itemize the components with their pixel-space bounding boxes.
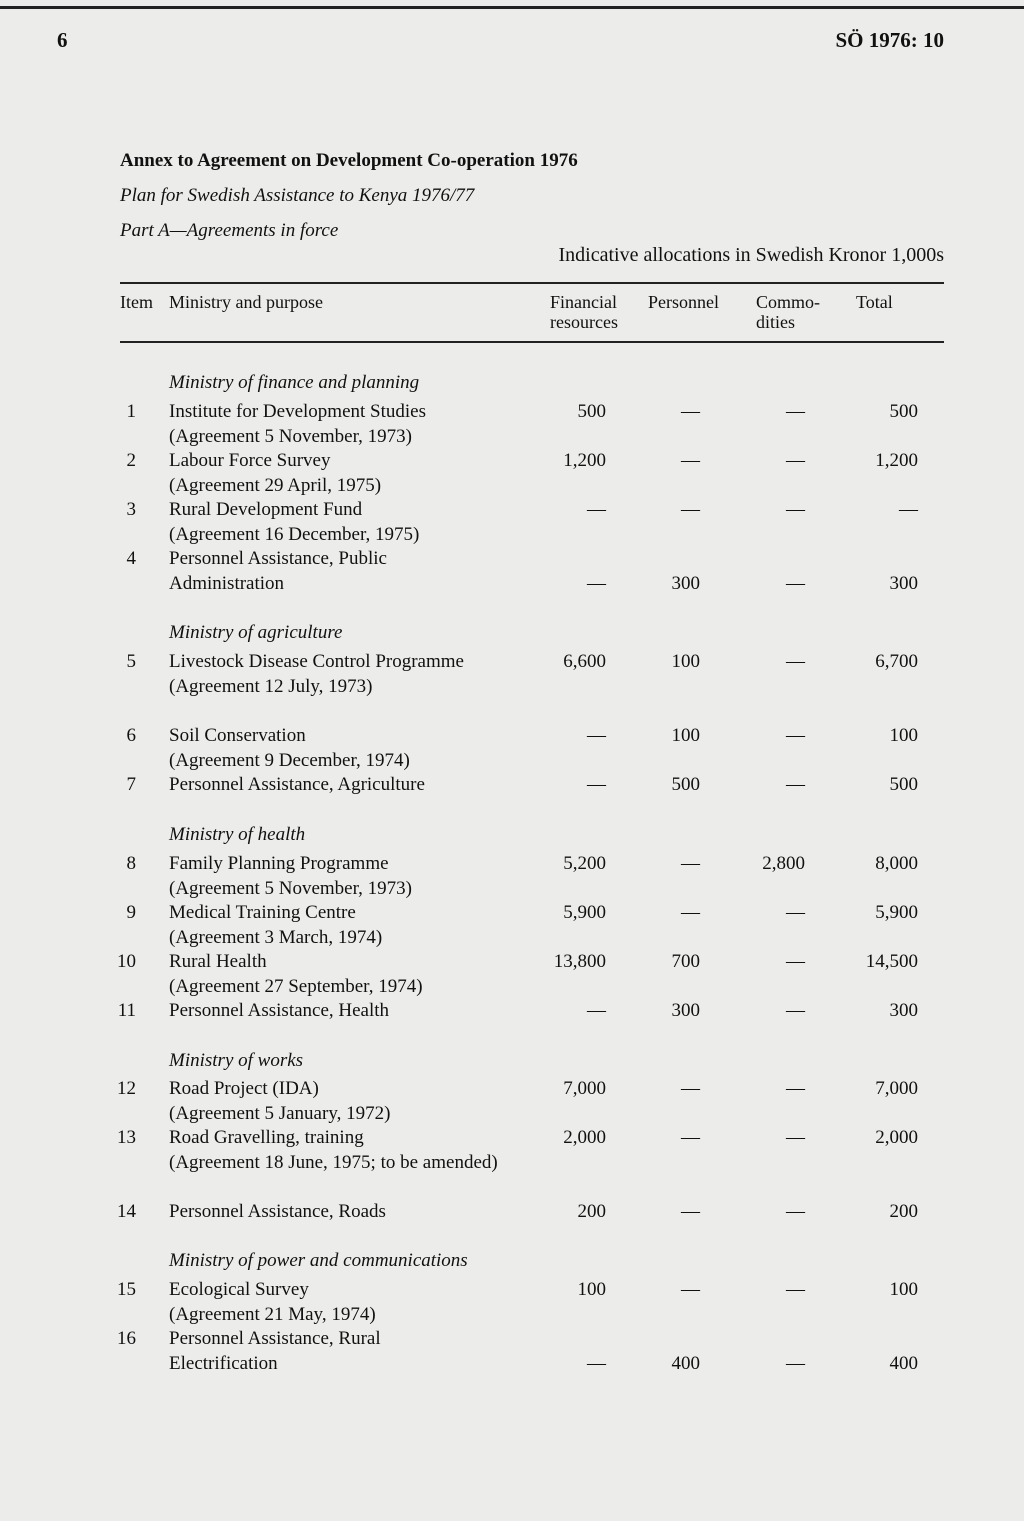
item-number: 2 (126, 450, 136, 471)
financial-value: — (587, 725, 606, 746)
commodities-value: — (786, 1127, 805, 1148)
purpose-text: Rural Development Fund (169, 499, 363, 520)
total-value: 1,200 (875, 450, 918, 471)
total-value: 500 (889, 774, 918, 795)
purpose-text: Soil Conservation (169, 725, 306, 746)
purpose-text: Family Planning Programme (169, 853, 389, 874)
total-value: 6,700 (875, 651, 918, 672)
item-number: 4 (126, 548, 136, 569)
financial-value: — (587, 1000, 606, 1021)
purpose-subtext: (Agreement 29 April, 1975) (169, 475, 382, 496)
purpose-text: Ecological Survey (169, 1279, 309, 1300)
personnel-value: 400 (671, 1353, 700, 1374)
total-value: 500 (889, 401, 918, 422)
commodities-value: — (786, 951, 805, 972)
item-number: 5 (126, 651, 136, 672)
personnel-value: — (681, 1078, 700, 1099)
personnel-value: — (681, 1127, 700, 1148)
header-purpose: Ministry and purpose (169, 292, 323, 312)
personnel-value: 300 (671, 1000, 700, 1021)
total-value: 7,000 (875, 1078, 918, 1099)
commodities-value: — (786, 499, 805, 520)
purpose-subtext: (Agreement 3 March, 1974) (169, 927, 383, 948)
commodities-value: — (786, 1201, 805, 1222)
purpose-text: Personnel Assistance, Rural (169, 1328, 381, 1349)
financial-value: 13,800 (553, 951, 606, 972)
header-financial-line1: Financial (550, 292, 617, 312)
item-number: 12 (117, 1078, 136, 1099)
item-number: 15 (117, 1279, 136, 1300)
financial-value: 200 (577, 1201, 606, 1222)
header-commodities (756, 292, 820, 332)
purpose-text: Personnel Assistance, Agriculture (169, 774, 425, 795)
purpose-text: Personnel Assistance, Roads (169, 1201, 386, 1222)
total-value: 300 (889, 1000, 918, 1021)
item-number: 11 (117, 1000, 136, 1021)
purpose-text: Road Project (IDA) (169, 1078, 319, 1099)
financial-value: — (587, 573, 606, 594)
purpose-text: Rural Health (169, 951, 267, 972)
total-value: 400 (889, 1353, 918, 1374)
financial-value: — (587, 1353, 606, 1374)
item-number: 14 (117, 1201, 136, 1222)
financial-value: 5,900 (563, 902, 606, 923)
financial-value: 2,000 (563, 1127, 606, 1148)
item-number: 6 (126, 725, 136, 746)
document-title: Annex to Agreement on Development Co-operation 1976 (120, 150, 578, 171)
total-value: 200 (889, 1201, 918, 1222)
personnel-value: — (681, 499, 700, 520)
section-heading: Ministry of power and communications (169, 1250, 468, 1271)
total-value: 14,500 (865, 951, 918, 972)
personnel-value: 100 (671, 651, 700, 672)
personnel-value: — (681, 902, 700, 923)
item-number: 10 (117, 951, 136, 972)
section-heading: Ministry of works (169, 1050, 304, 1071)
total-value: 2,000 (875, 1127, 918, 1148)
financial-value: 100 (577, 1279, 606, 1300)
personnel-value: — (681, 1279, 700, 1300)
total-value: 100 (889, 1279, 918, 1300)
purpose-subtext: (Agreement 5 January, 1972) (169, 1103, 391, 1124)
header-commodities-line1: Commo- (756, 292, 821, 312)
personnel-value: 100 (671, 725, 700, 746)
total-value: 8,000 (875, 853, 918, 874)
header-personnel: Personnel (648, 292, 719, 312)
financial-value: — (587, 774, 606, 795)
commodities-value: 2,800 (762, 853, 805, 874)
purpose-text: Medical Training Centre (169, 902, 356, 923)
purpose-subtext: (Agreement 9 December, 1974) (169, 750, 410, 771)
document-reference: SÖ 1976: 10 (835, 28, 944, 52)
financial-value: 5,200 (563, 853, 606, 874)
commodities-value: — (786, 573, 805, 594)
personnel-value: — (681, 450, 700, 471)
section-heading: Ministry of agriculture (169, 622, 343, 643)
commodities-value: — (786, 1078, 805, 1099)
purpose-subtext: (Agreement 18 June, 1975; to be amended) (169, 1152, 498, 1173)
item-number: 3 (126, 499, 136, 520)
section-heading: Ministry of health (169, 824, 306, 845)
header-commodities-line2: dities (756, 312, 795, 332)
item-number: 1 (126, 401, 136, 422)
purpose-text: Livestock Disease Control Programme (169, 651, 464, 672)
purpose-subtext: (Agreement 21 May, 1974) (169, 1304, 376, 1325)
financial-value: 7,000 (563, 1078, 606, 1099)
item-number: 7 (126, 774, 136, 795)
commodities-value: — (786, 651, 805, 672)
financial-value: 6,600 (563, 651, 606, 672)
purpose-subtext: (Agreement 16 December, 1975) (169, 524, 420, 545)
commodities-value: — (786, 450, 805, 471)
header-item: Item (120, 292, 153, 312)
item-number: 13 (117, 1127, 136, 1148)
purpose-subtext: Electrification (169, 1353, 278, 1374)
commodities-value: — (786, 1000, 805, 1021)
financial-value: 1,200 (563, 450, 606, 471)
personnel-value: 700 (671, 951, 700, 972)
purpose-text: Institute for Development Studies (169, 401, 426, 422)
page-number: 6 (57, 28, 68, 52)
header-financial (550, 292, 618, 332)
personnel-value: 300 (671, 573, 700, 594)
total-value: 300 (889, 573, 918, 594)
section-heading: Ministry of finance and planning (169, 372, 420, 393)
purpose-subtext: (Agreement 5 November, 1973) (169, 878, 412, 899)
purpose-subtext: Administration (169, 573, 285, 594)
top-rule (0, 6, 1024, 9)
item-number: 16 (117, 1328, 136, 1349)
item-number: 8 (126, 853, 136, 874)
purpose-text: Personnel Assistance, Health (169, 1000, 390, 1021)
financial-value: 500 (577, 401, 606, 422)
purpose-subtext: (Agreement 5 November, 1973) (169, 426, 412, 447)
table-header-rule (120, 341, 944, 343)
item-number: 9 (126, 902, 136, 923)
commodities-value: — (786, 1353, 805, 1374)
purpose-subtext: (Agreement 12 July, 1973) (169, 676, 373, 697)
document-subtitle: Plan for Swedish Assistance to Kenya 1976/77 (120, 185, 475, 206)
header-total: Total (856, 292, 893, 312)
total-value: 100 (889, 725, 918, 746)
financial-value: — (587, 499, 606, 520)
total-value: — (899, 499, 918, 520)
part-heading: Part A—Agreements in force (120, 220, 339, 241)
commodities-value: — (786, 902, 805, 923)
purpose-text: Labour Force Survey (169, 450, 331, 471)
personnel-value: — (681, 401, 700, 422)
allocation-note: Indicative allocations in Swedish Kronor 1,000s (558, 244, 944, 266)
purpose-text: Road Gravelling, training (169, 1127, 364, 1148)
header-financial-line2: resources (550, 312, 618, 332)
purpose-subtext: (Agreement 27 September, 1974) (169, 976, 423, 997)
commodities-value: — (786, 401, 805, 422)
commodities-value: — (786, 1279, 805, 1300)
purpose-text: Personnel Assistance, Public (169, 548, 387, 569)
table-top-rule (120, 282, 944, 284)
commodities-value: — (786, 725, 805, 746)
personnel-value: — (681, 1201, 700, 1222)
personnel-value: 500 (671, 774, 700, 795)
personnel-value: — (681, 853, 700, 874)
total-value: 5,900 (875, 902, 918, 923)
commodities-value: — (786, 774, 805, 795)
